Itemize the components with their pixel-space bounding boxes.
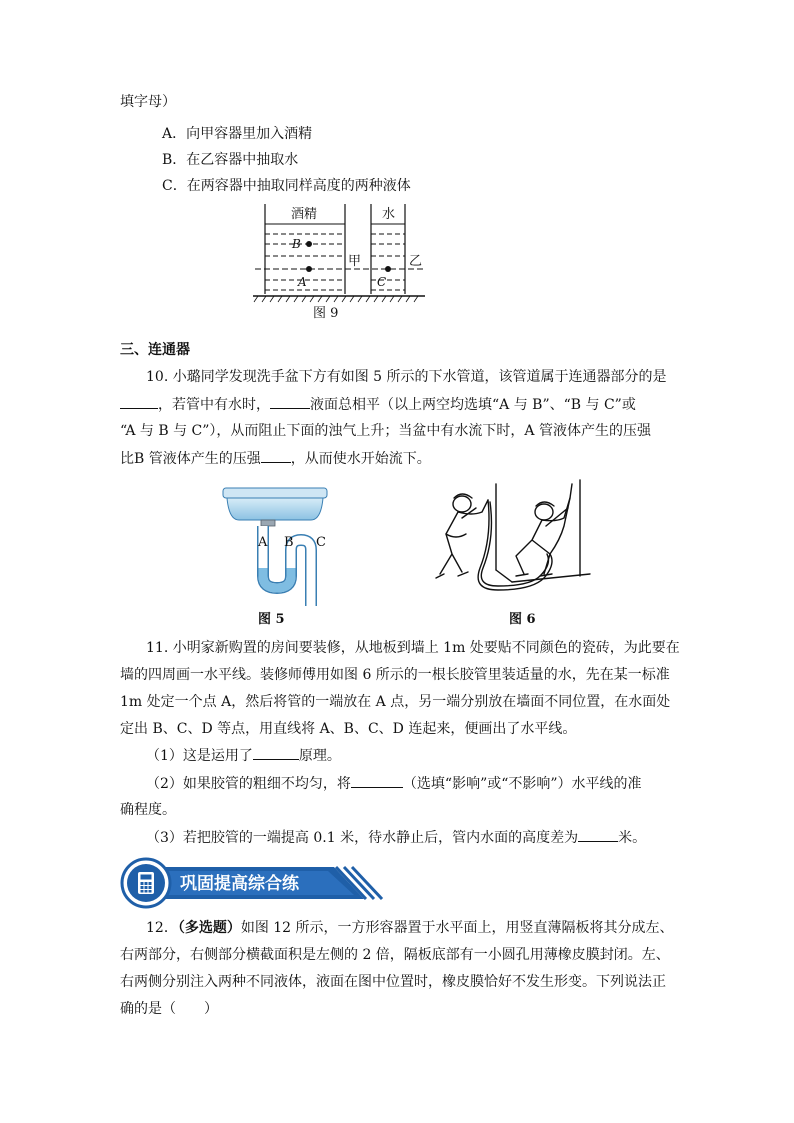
option-b: B．在乙容器中抽取水	[162, 152, 299, 168]
fig9-label-yi: 乙	[409, 254, 423, 269]
q11-sub-3: （3）若把胶管的一端提高 0.1 米，待水静止后，管内水面的高度差为 米。	[146, 827, 646, 848]
q11-line-4: 定出 B、C、D 等点，用直线将 A、B、C、D 连起来，便画出了水平线。	[120, 721, 577, 737]
q11-sub-2-cont: 确程度。	[120, 802, 176, 818]
fig9-point-c: C	[377, 275, 387, 289]
q11-blank-1[interactable]	[253, 745, 299, 760]
section-banner	[120, 855, 382, 907]
q10-blank-2[interactable]	[270, 394, 310, 409]
banner-title: 巩固提高综合练	[180, 874, 299, 894]
option-a: A．向甲容器里加入酒精	[162, 126, 313, 142]
q11-line-3: 1m 处定一个点 A，然后将管的一端放在 A 点，另一端分别放在墙面不同位置，在水面处	[120, 694, 671, 710]
fig5-caption: 图 5	[258, 612, 285, 627]
intro-text: 填字母）	[120, 94, 176, 110]
fig5-label-c: C	[316, 535, 326, 550]
q10-blank-3[interactable]	[261, 448, 291, 463]
fig5-label-a: A	[258, 535, 268, 550]
q11-line-1: 11. 小明家新购置的房间要装修，从地板到墙上 1m 处要贴不同颜色的瓷砖，为此要在	[146, 640, 680, 656]
q11-blank-3[interactable]	[578, 827, 618, 842]
q12-line-3: 右两侧分别注入两种不同液体，液面在图中位置时，橡皮膜恰好不发生形变。下列说法正	[120, 974, 666, 990]
q12-tag: （多选题）	[177, 920, 241, 936]
figure-6-workers-illustration	[432, 478, 592, 600]
section-3-title: 三、连通器	[120, 342, 190, 358]
q12-line-4: 确的是（ ）	[120, 1001, 218, 1017]
q11-line-2: 墙的四周画一水平线。装修师傅用如图 6 所示的一根长胶管里装适量的水，先在某一标准	[120, 667, 670, 683]
fig5-label-b: B	[284, 535, 294, 550]
q12-line-2: 右两部分，右侧部分横截面积是左侧的 2 倍，隔板底部有一小圆孔用薄橡皮膜封闭。左、	[120, 947, 670, 963]
q10-blank-1[interactable]	[120, 394, 158, 409]
q11-blank-2[interactable]	[351, 773, 403, 788]
option-c: C．在两容器中抽取同样高度的两种液体	[162, 178, 411, 194]
fig9-label-alcohol: 酒精	[291, 207, 318, 222]
fig9-point-b: B	[292, 237, 301, 251]
figure-9-containers	[250, 204, 430, 304]
q10-line-2: ，若管中有水时， 液面总相平（以上两空均选填“A 与 B”、“B 与 C”或	[120, 394, 636, 415]
calculator-icon	[138, 872, 154, 894]
fig9-point-a: A	[298, 275, 307, 289]
q11-sub-2: （2）如果胶管的粗细不均匀，将 （选填“影响”或“不影响”）水平线的准	[146, 773, 642, 794]
q10-line-4: 比B 管液体产生的压强 ，从而使水开始流下。	[120, 448, 431, 469]
q12-line-1: 12．（多选题）如图 12 所示，一方形容器置于水平面上，用竖直薄隔板将其分成左、	[146, 920, 674, 936]
fig9-caption: 图 9	[313, 306, 339, 321]
q11-sub-1: （1）这是运用了 原理。	[146, 745, 341, 766]
fig9-label-water: 水	[382, 207, 396, 222]
q10-line-3: “A 与 B 与 C”），从而阻止下面的浊气上升；当盆中有水流下时，A 管液体产生的压强	[120, 423, 651, 439]
fig9-label-jia: 甲	[348, 254, 362, 269]
fig6-caption: 图 6	[509, 612, 536, 627]
q10-line-1: 10. 小璐同学发现洗手盆下方有如图 5 所示的下水管道，该管道属于连通器部分的是	[146, 369, 667, 385]
